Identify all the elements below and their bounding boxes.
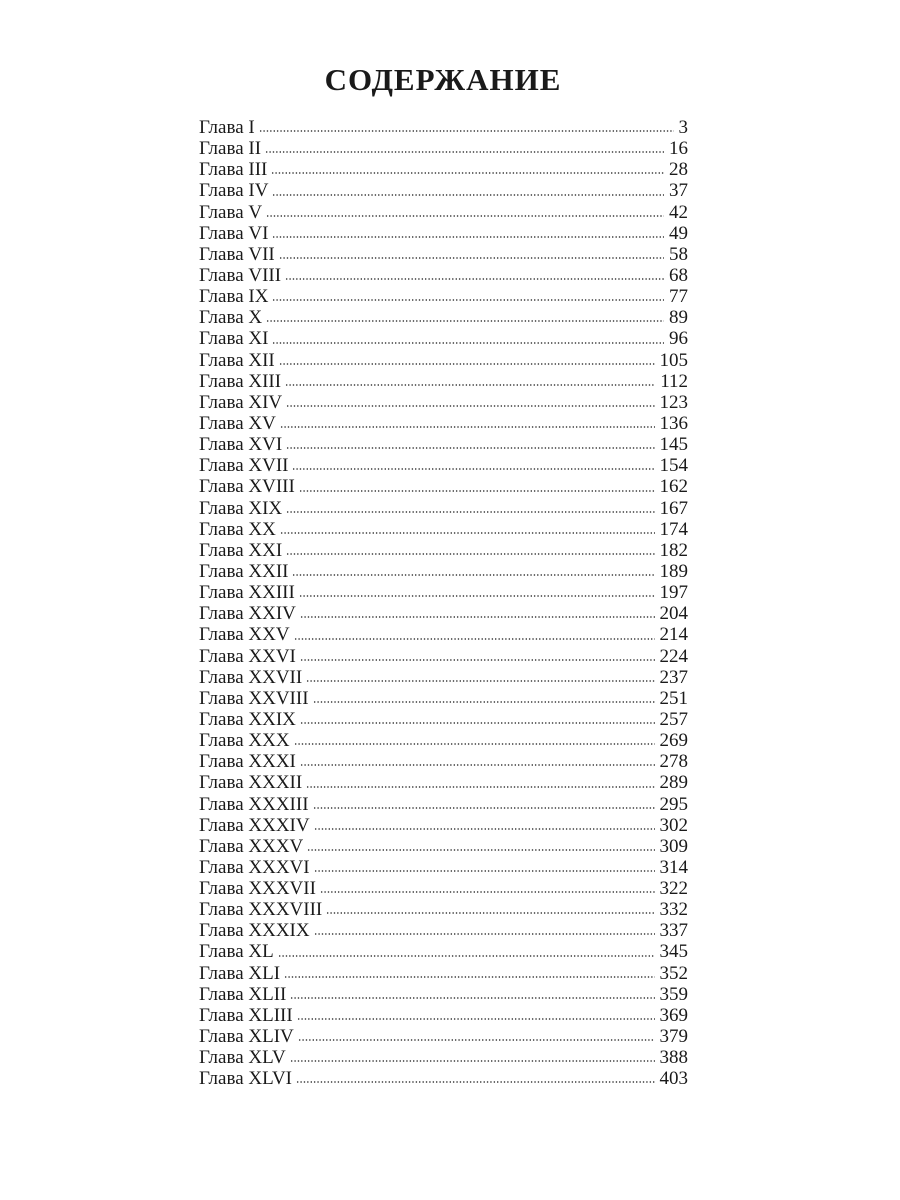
toc-entry-page-number: 278 (659, 751, 688, 773)
toc-entry-label: Глава XXI (199, 539, 283, 561)
dot-leader (300, 659, 655, 661)
toc-entry-page-number: 182 (659, 539, 688, 561)
toc-entry-page-number: 112 (660, 370, 688, 392)
dot-leader (286, 553, 654, 555)
dot-leader (286, 511, 654, 513)
toc-entry[interactable] (199, 498, 688, 519)
dot-leader (259, 130, 674, 132)
dot-leader (292, 574, 654, 576)
toc-entry-label: Глава XLV (199, 1047, 286, 1069)
toc-entry-page-number: 352 (659, 962, 688, 984)
toc-entry[interactable] (199, 519, 688, 540)
toc-entry-page-number: 214 (659, 624, 688, 646)
dot-leader (286, 405, 654, 407)
toc-entry[interactable] (199, 709, 688, 730)
toc-entry-label: Глава XVIII (199, 476, 295, 498)
dot-leader (285, 384, 655, 386)
toc-entry-page-number: 174 (659, 518, 688, 540)
toc-entry-label: Глава XXIV (199, 603, 296, 625)
toc-entry-page-number: 224 (659, 645, 688, 667)
dot-leader (299, 595, 655, 597)
toc-entry-label: Глава XXX (199, 730, 290, 752)
dot-leader (279, 257, 664, 259)
toc-entry[interactable] (199, 1068, 688, 1089)
dot-leader (297, 1018, 655, 1020)
dot-leader (292, 468, 654, 470)
toc-entry[interactable] (199, 836, 688, 857)
toc-entry-page-number: 302 (659, 814, 688, 836)
toc-entry-label: Глава XLI (199, 962, 281, 984)
toc-entry-label: Глава XXIII (199, 582, 295, 604)
toc-entry[interactable] (199, 413, 688, 434)
dot-leader (314, 870, 655, 872)
dot-leader (307, 849, 654, 851)
dot-leader (272, 299, 664, 301)
toc-entry-page-number: 337 (659, 920, 688, 942)
toc-entry[interactable] (199, 963, 688, 984)
toc-entry-page-number: 96 (669, 328, 688, 350)
toc-entry[interactable] (199, 667, 688, 688)
toc-entry-label: Глава XXXV (199, 835, 304, 857)
toc-entry-page-number: 197 (659, 582, 688, 604)
toc-entry[interactable] (199, 307, 688, 328)
toc-entry-label: Глава IX (199, 286, 269, 308)
toc-entry-page-number: 154 (659, 455, 688, 477)
dot-leader (280, 426, 655, 428)
toc-entry-label: Глава XXVI (199, 645, 296, 667)
toc-entry-page-number: 37 (669, 180, 688, 202)
toc-entry-page-number: 403 (659, 1068, 688, 1090)
toc-entry-label: Глава XLIV (199, 1026, 294, 1048)
toc-entry-label: Глава X (199, 307, 263, 329)
toc-entry[interactable] (199, 223, 688, 244)
toc-entry-page-number: 105 (659, 349, 688, 371)
toc-entry[interactable] (199, 751, 688, 772)
toc-entry-label: Глава XXVIII (199, 687, 309, 709)
dot-leader (266, 215, 664, 217)
dot-leader (300, 722, 655, 724)
toc-entry-page-number: 89 (669, 307, 688, 329)
dot-leader (326, 912, 654, 914)
toc-entry-page-number: 345 (659, 941, 688, 963)
dot-leader (285, 278, 664, 280)
toc-entry[interactable] (199, 794, 688, 815)
toc-entry[interactable] (199, 815, 688, 836)
toc-entry[interactable] (199, 730, 688, 751)
dot-leader (313, 807, 655, 809)
toc-entry-page-number: 314 (659, 856, 688, 878)
dot-leader (290, 1060, 655, 1062)
toc-entry[interactable] (199, 1047, 688, 1068)
toc-entry[interactable] (199, 1005, 688, 1026)
toc-entry-label: Глава XL (199, 941, 274, 963)
toc-entry-label: Глава III (199, 159, 268, 181)
toc-entry-label: Глава XII (199, 349, 275, 371)
toc-entry-label: Глава XIX (199, 497, 283, 519)
toc-entry[interactable] (199, 540, 688, 561)
dot-leader (279, 363, 655, 365)
toc-entry-label: Глава VI (199, 222, 269, 244)
toc-entry-page-number: 379 (659, 1026, 688, 1048)
toc-entry-label: Глава XXXIII (199, 793, 309, 815)
toc-entry-label: Глава I (199, 117, 255, 138)
toc-entry-page-number: 388 (659, 1047, 688, 1069)
dot-leader (313, 701, 655, 703)
dot-leader (314, 933, 655, 935)
toc-entry-page-number: 77 (669, 286, 688, 308)
toc-entry[interactable] (199, 941, 688, 962)
toc-entry[interactable] (199, 857, 688, 878)
toc-entry[interactable] (199, 265, 688, 286)
dot-leader (272, 342, 664, 344)
toc-entry[interactable] (199, 688, 688, 709)
dot-leader (284, 976, 654, 978)
toc-entry[interactable] (199, 624, 688, 645)
dot-leader (294, 743, 655, 745)
toc-entry-label: Глава VIII (199, 264, 282, 286)
dot-leader (314, 828, 655, 830)
toc-entry-page-number: 204 (659, 603, 688, 625)
toc-entry-page-number: 16 (669, 138, 688, 160)
dot-leader (265, 151, 664, 153)
toc-entry-label: Глава XX (199, 518, 276, 540)
toc-entry-label: Глава XLII (199, 983, 287, 1005)
toc-entry[interactable] (199, 244, 688, 265)
toc-entry[interactable] (199, 920, 688, 941)
toc-entry-page-number: 136 (659, 412, 688, 434)
toc-entry-page-number: 332 (659, 899, 688, 921)
toc-entry-label: Глава XIV (199, 391, 283, 413)
dot-leader (290, 997, 654, 999)
toc-entry-page-number: 28 (669, 159, 688, 181)
toc-entry-label: Глава XXIX (199, 708, 296, 730)
toc-entry-page-number: 257 (659, 708, 688, 730)
toc-entry-label: Глава XI (199, 328, 269, 350)
toc-entry-page-number: 145 (659, 434, 688, 456)
toc-entry-label: Глава XXXII (199, 772, 303, 794)
toc-entry-page-number: 49 (669, 222, 688, 244)
dot-leader (306, 680, 654, 682)
table-of-contents (199, 117, 688, 1089)
toc-entry-page-number: 58 (669, 243, 688, 265)
toc-entry-label: Глава XXXI (199, 751, 296, 773)
toc-entry-label: Глава XXV (199, 624, 290, 646)
toc-entry-label: Глава XXII (199, 560, 289, 582)
toc-entry[interactable] (199, 202, 688, 223)
toc-entry[interactable] (199, 117, 688, 138)
toc-entry[interactable] (199, 646, 688, 667)
toc-entry-label: Глава XVI (199, 434, 283, 456)
toc-entry[interactable] (199, 1026, 688, 1047)
dot-leader (286, 447, 654, 449)
toc-entry-page-number: 369 (659, 1004, 688, 1026)
toc-entry-page-number: 251 (659, 687, 688, 709)
dot-leader (294, 638, 655, 640)
toc-entry-label: Глава V (199, 201, 263, 223)
toc-entry[interactable] (199, 899, 688, 920)
page-title: СОДЕРЖАНИЕ (324, 62, 562, 97)
toc-entry-page-number: 237 (659, 666, 688, 688)
toc-entry-label: Глава II (199, 138, 262, 160)
dot-leader (272, 194, 664, 196)
dot-leader (278, 955, 655, 957)
toc-entry-label: Глава XVII (199, 455, 289, 477)
toc-entry-label: Глава VII (199, 243, 275, 265)
toc-entry[interactable] (199, 455, 688, 476)
toc-entry-label: Глава XXXVII (199, 878, 316, 900)
toc-entry-label: Глава XV (199, 412, 276, 434)
toc-entry-page-number: 167 (659, 497, 688, 519)
toc-entry-label: Глава XXVII (199, 666, 303, 688)
toc-entry-page-number: 123 (659, 391, 688, 413)
toc-entry[interactable] (199, 159, 688, 180)
toc-entry-label: Глава XLIII (199, 1004, 293, 1026)
dot-leader (296, 1081, 654, 1083)
toc-entry-label: Глава XXXVIII (199, 899, 323, 921)
toc-entry[interactable] (199, 138, 688, 159)
dot-leader (300, 616, 655, 618)
dot-leader (306, 786, 654, 788)
dot-leader (271, 172, 664, 174)
toc-entry[interactable] (199, 180, 688, 201)
toc-entry-page-number: 289 (659, 772, 688, 794)
toc-entry-page-number: 162 (659, 476, 688, 498)
toc-entry-label: Глава XXXIV (199, 814, 310, 836)
toc-entry-page-number: 269 (659, 730, 688, 752)
toc-entry-page-number: 295 (659, 793, 688, 815)
toc-entry[interactable] (199, 286, 688, 307)
toc-entry-label: Глава XXXIX (199, 920, 310, 942)
toc-entry-label: Глава IV (199, 180, 269, 202)
toc-entry-page-number: 189 (659, 560, 688, 582)
toc-entry[interactable] (199, 328, 688, 349)
toc-entry[interactable] (199, 878, 688, 899)
dot-leader (320, 891, 655, 893)
dot-leader (280, 532, 655, 534)
dot-leader (300, 764, 655, 766)
toc-entry[interactable] (199, 476, 688, 497)
toc-entry[interactable] (199, 772, 688, 793)
toc-entry-page-number: 309 (659, 835, 688, 857)
toc-entry[interactable] (199, 582, 688, 603)
toc-entry[interactable] (199, 434, 688, 455)
toc-entry[interactable] (199, 392, 688, 413)
toc-entry-label: Глава XIII (199, 370, 282, 392)
toc-entry-page-number: 42 (669, 201, 688, 223)
toc-entry[interactable] (199, 984, 688, 1005)
toc-entry-label: Глава XXXVI (199, 856, 310, 878)
toc-entry-page-number: 359 (659, 983, 688, 1005)
toc-entry-page-number: 68 (669, 264, 688, 286)
toc-entry[interactable] (199, 603, 688, 624)
toc-entry-page-number: 322 (659, 878, 688, 900)
toc-entry[interactable] (199, 561, 688, 582)
toc-entry[interactable] (199, 371, 688, 392)
toc-entry-label: Глава XLVI (199, 1068, 293, 1090)
toc-entry-page-number: 3 (678, 117, 688, 138)
dot-leader (298, 1039, 655, 1041)
toc-entry[interactable] (199, 350, 688, 371)
dot-leader (299, 490, 655, 492)
dot-leader (266, 320, 664, 322)
dot-leader (272, 236, 664, 238)
